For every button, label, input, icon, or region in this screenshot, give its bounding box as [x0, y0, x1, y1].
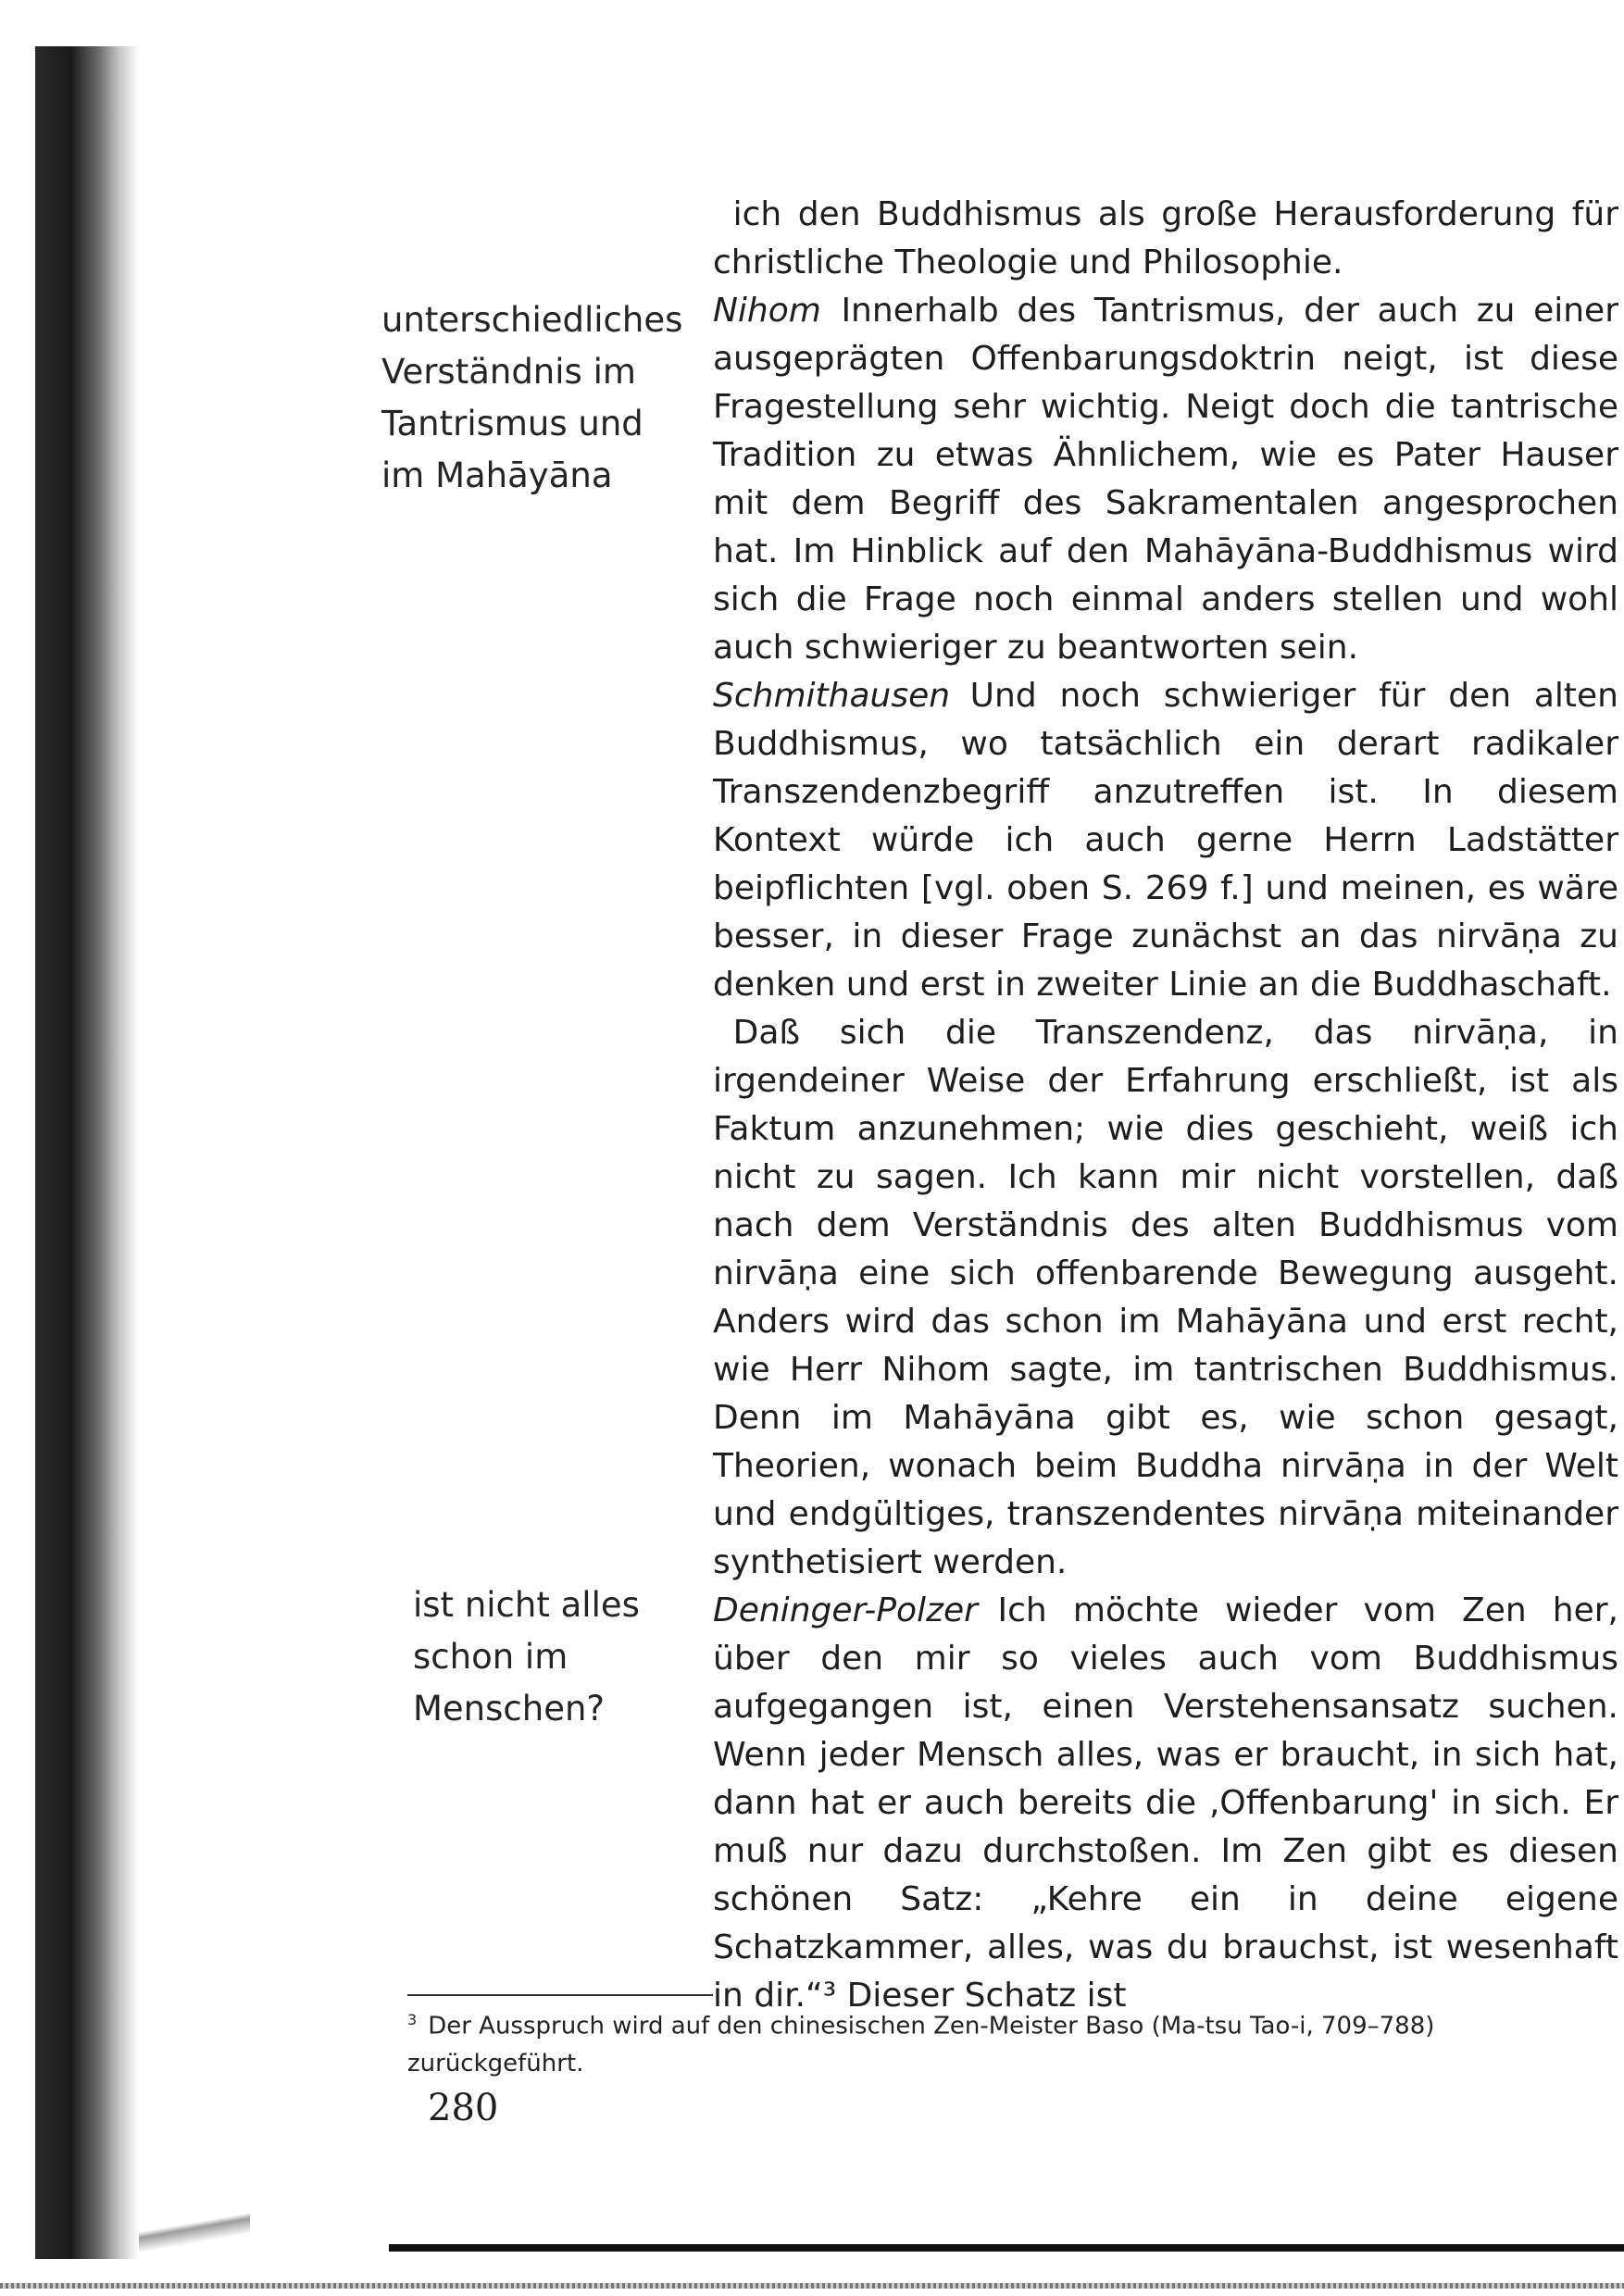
- paragraph: [713, 287, 1618, 672]
- paragraph-text: Ich möchte wieder vom Zen her, über den mir so vieles auch vom Buddhismus aufgegangen ist, einen Verstehensansatz suchen. Wenn jeder Mensch alles, was er braucht, in sich hat, dann hat er auch bereits die ‚Offenbarung' in sich. Er muß nur dazu durchstoßen. Im Zen gibt es diesen schönen Satz: „Kehre ein in deine eigene Schatzkammer, alles, was du brauchst, ist wesenhaft in dir.“³ Dieser Schatz ist: [713, 1591, 1618, 2015]
- paragraph: [713, 1587, 1618, 2020]
- page-number: 280: [428, 2087, 499, 2129]
- margin-note-everything-in-human: ist nicht alles schon im Menschen?: [413, 1585, 640, 1728]
- speaker-name: Nihom: [713, 292, 821, 330]
- paragraph: [713, 191, 1618, 287]
- paragraph-text: Innerhalb des Tantrismus, der auch zu einer ausgeprägten Offenbarungsdoktrin neigt, ist diese Fragestellung sehr wichtig. Neigt doch die tantrische Tradition zu etwas Ähnlichem, wie es Pater Hauser mit dem Begriff des Sakramentalen angesprochen hat. Im Hinblick auf den Mahāyāna-Buddhismus wird sich die Frage noch einmal anders stellen und wohl auch schwieriger zu beantworten sein.: [713, 292, 1618, 667]
- speaker-name: Schmithausen: [713, 677, 951, 715]
- book-spine-shadow: [35, 46, 139, 2259]
- footnote-marker: 3: [407, 2011, 418, 2028]
- paragraph-text: Und noch schwieriger für den alten Buddhismus, wo tatsächlich ein derart radikaler Transzendenzbegriff anzutreffen ist. In diesem Kontext würde ich auch gerne Herrn Ladstätter beipflichten [vgl. oben S. 269 f.] und meinen, es wäre besser, in dieser Frage zunächst an das nirvāṇa zu denken und erst in zweiter Linie an die Buddhaschaft.: [713, 677, 1618, 1004]
- paragraph: [713, 1009, 1618, 1587]
- main-text-column: [713, 191, 1618, 2020]
- spine-corner-shadow: [139, 2194, 250, 2259]
- margin-note-understanding: unterschiedliches Verständnis im Tantrismus und im Mahāyāna: [381, 300, 683, 495]
- bottom-scan-line: [389, 2244, 1624, 2252]
- footnote-divider: [407, 1994, 713, 1996]
- paragraph: [713, 672, 1618, 1009]
- paragraph-text: ich den Buddhismus als große Herausforderung für christliche Theologie und Philosophie.: [713, 195, 1618, 281]
- footnote-text: Der Ausspruch wird auf den chinesischen Zen-Meister Baso (Ma-tsu Tao-i, 709–788) zurückgeführt.: [407, 2012, 1435, 2078]
- paragraph-text: Daß sich die Transzendenz, das nirvāṇa, in irgendeiner Weise der Erfahrung erschließt, ist als Faktum anzunehmen; wie dies geschieht, weiß ich nicht zu sagen. Ich kann mir nicht vorstellen, daß nach dem Verständnis des alten Buddhismus vom nirvāṇa eine sich offenbarende Bewegung ausgeht. Anders wird das schon im Mahāyāna und erst recht, wie Herr Nihom sagte, im tantrischen Buddhismus. Denn im Mahāyāna gibt es, wie schon gesagt, Theorien, wonach beim Buddha nirvāṇa in der Welt und endgültiges, transzendentes nirvāṇa miteinander synthetisiert werden.: [713, 1014, 1618, 1581]
- scan-bottom-edge: [0, 2283, 1624, 2289]
- footnote: [407, 2002, 1611, 2082]
- speaker-name: Deninger-Polzer: [713, 1591, 978, 1629]
